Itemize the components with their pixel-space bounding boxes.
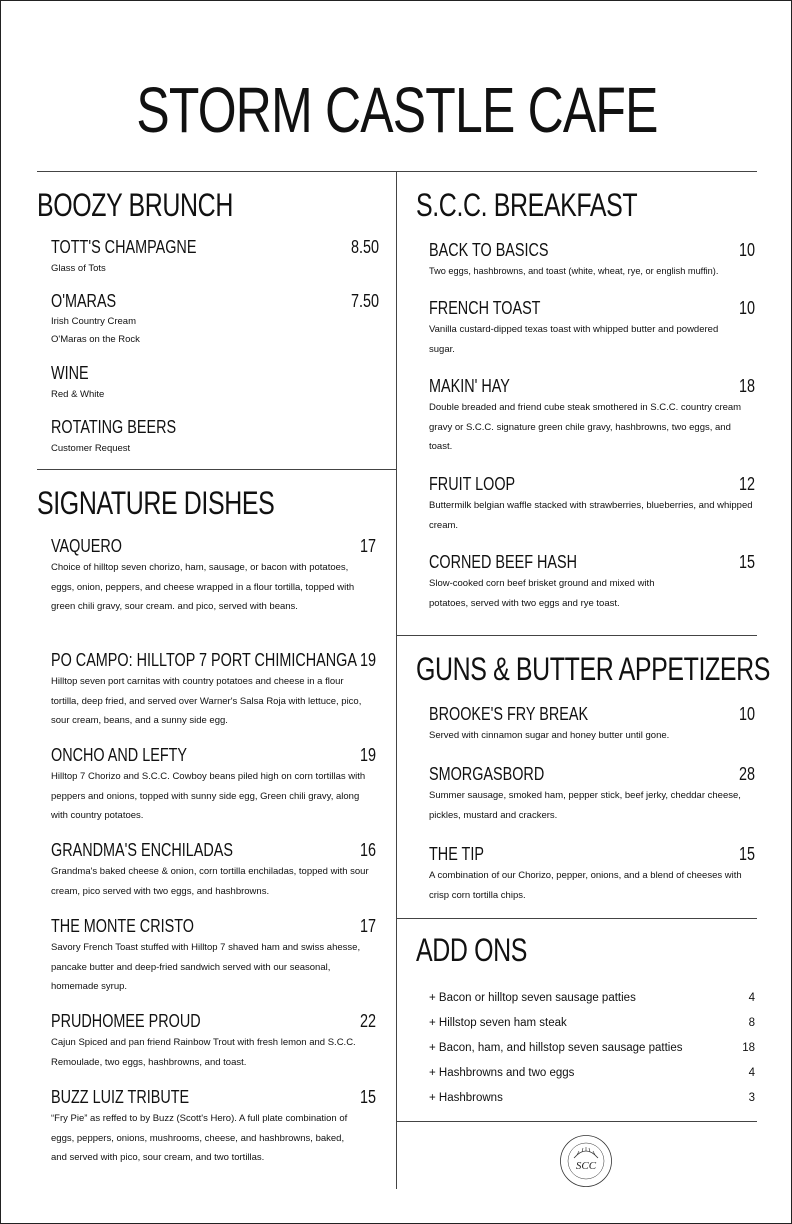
- item-description: Two eggs, hashbrowns, and toast (white, wheat, rye, or english muffin).: [429, 266, 719, 276]
- item-name: THE MONTE CRISTO: [51, 916, 194, 936]
- add-on-label: + Bacon or hilltop seven sausage patties: [429, 992, 636, 1004]
- item-price: 18: [738, 376, 755, 396]
- item-name: MAKIN' HAY: [429, 376, 510, 396]
- item-price: 22: [359, 1011, 376, 1031]
- item-description: Hilltop seven port carnitas with country potatoes and cheese in a flour tortilla, deep fried, and served over Warner's Salsa Roja with lettuce, pico, sour cream, beans, and a sunny side egg.: [51, 676, 362, 726]
- divider-right-3: [397, 1121, 757, 1122]
- add-on-label: + Hashbrowns and two eggs: [429, 1067, 575, 1079]
- item-price: 15: [359, 1087, 376, 1107]
- add-on-price: 3: [748, 1092, 755, 1104]
- add-on-price: 4: [748, 1067, 755, 1079]
- item-price: 15: [738, 552, 755, 572]
- add-on-row: [429, 992, 755, 1008]
- item-price: 10: [738, 298, 755, 318]
- add-ons-title: ADD ONS: [416, 932, 527, 968]
- item-description: Buttermilk belgian waffle stacked with strawberries, blueberries, and whipped cream.: [429, 500, 753, 531]
- add-on-label: + Hillstop seven ham steak: [429, 1017, 567, 1029]
- add-on-row: [429, 1067, 755, 1083]
- item-name: WINE: [51, 363, 89, 383]
- item-name: TOTT'S CHAMPAGNE: [51, 237, 197, 257]
- header-divider: [37, 171, 757, 172]
- signature-dishes-title: SIGNATURE DISHES: [37, 485, 275, 521]
- divider-left-1: [37, 469, 396, 470]
- storm-castle-cafe-logo: [559, 1134, 613, 1188]
- divider-right-2: [397, 918, 757, 919]
- item-price: 10: [738, 240, 755, 260]
- item-name: O'MARAS: [51, 291, 117, 311]
- item-price: 15: [738, 844, 755, 864]
- item-description: Grandma's baked cheese & onion, corn tortilla enchiladas, topped with sour cream, pico served with two eggs, and hashbrowns.: [51, 866, 369, 897]
- item-description: A combination of our Chorizo, pepper, onions, and a blend of cheeses with crisp corn tortilla chips.: [429, 870, 742, 901]
- item-description: Vanilla custard-dipped texas toast with whipped butter and powdered sugar.: [429, 324, 719, 355]
- item-price: 8.50: [350, 237, 379, 257]
- item-name: ONCHO AND LEFTY: [51, 745, 188, 765]
- item-description: Red & White: [51, 389, 105, 400]
- item-name: PRUDHOMEE PROUD: [51, 1011, 201, 1031]
- add-on-price: 18: [742, 1042, 755, 1054]
- item-name: BUZZ LUIZ TRIBUTE: [51, 1087, 190, 1107]
- item-price: 19: [359, 745, 376, 765]
- add-on-row: [429, 1017, 755, 1033]
- item-description: Hilltop 7 Chorizo and S.C.C. Cowboy beans piled high on corn tortillas with peppers and onions, topped with sunny side egg, Green chili gravy, along with country potatoes.: [51, 771, 366, 821]
- item-description: Choice of hilltop seven chorizo, ham, sausage, or bacon with potatoes, eggs, onion, peppers, and cheese wrapped in a flour tortilla, topped with green chili gravy, sour cream. and pico, served with beans.: [51, 562, 355, 612]
- column-divider: [396, 171, 397, 1189]
- item-name: PO CAMPO: HILLTOP 7 PORT CHIMICHANGA: [51, 650, 357, 670]
- item-description: Cajun Spiced and pan friend Rainbow Trout with fresh lemon and S.C.C. Remoulade, two eggs, hashbrowns, and toast.: [51, 1037, 356, 1068]
- item-price: 10: [738, 704, 755, 724]
- item-description: “Fry Pie” as reffed to by Buzz (Scott's Hero). A full plate combination of eggs, peppers, onions, mushrooms, cheese, and hashbrowns, baked, and served with pico, sour cream, and two tortillas.: [51, 1113, 348, 1163]
- item-price: 7.50: [350, 291, 379, 311]
- breakfast-title: S.C.C. BREAKFAST: [416, 187, 638, 223]
- divider-right-1: [397, 635, 757, 636]
- item-price: 17: [359, 916, 376, 936]
- add-on-label: + Bacon, ham, and hillstop seven sausage patties: [429, 1042, 683, 1054]
- item-price: 17: [359, 536, 376, 556]
- item-price: 19: [359, 650, 376, 670]
- add-on-price: 8: [748, 1017, 755, 1029]
- item-description: Slow-cooked corn beef brisket ground and mixed with potatoes, served with two eggs and rye toast.: [429, 578, 655, 609]
- item-description: Glass of Tots: [51, 263, 106, 274]
- item-name: BACK TO BASICS: [429, 240, 549, 260]
- item-description: Customer Request: [51, 443, 131, 454]
- item-name: THE TIP: [429, 844, 484, 864]
- item-name: FRUIT LOOP: [429, 474, 516, 494]
- item-price: 12: [738, 474, 755, 494]
- item-price: 28: [738, 764, 755, 784]
- item-name: VAQUERO: [51, 536, 122, 556]
- item-description: Irish Country Cream O'Maras on the Rock: [51, 316, 140, 345]
- item-description: Double breaded and friend cube steak smothered in S.C.C. country cream gravy or S.C.C. signature green chile gravy, hashbrowns, two eggs, and toast.: [429, 402, 742, 452]
- item-name: CORNED BEEF HASH: [429, 552, 578, 572]
- item-name: ROTATING BEERS: [51, 417, 177, 437]
- appetizers-title: GUNS & BUTTER APPETIZERS: [416, 651, 771, 687]
- add-on-row: [429, 1042, 755, 1058]
- item-description: Served with cinnamon sugar and honey butter until gone.: [429, 730, 670, 741]
- page-title: STORM CASTLE CAFE: [136, 74, 658, 146]
- logo-initials: SCC: [575, 1160, 597, 1172]
- item-description: Summer sausage, smoked ham, pepper stick, beef jerky, cheddar cheese, pickles, mustard and crackers.: [429, 790, 741, 821]
- add-on-price: 4: [748, 992, 755, 1004]
- item-name: SMORGASBORD: [429, 764, 545, 784]
- item-price: 16: [359, 840, 376, 860]
- add-on-row: [429, 1092, 755, 1108]
- item-name: FRENCH TOAST: [429, 298, 541, 318]
- item-description: Savory French Toast stuffed with Hilltop 7 shaved ham and swiss ahesse, pancake butter and deep-fried sandwich served with our seasonal, homemade syrup.: [51, 942, 361, 992]
- item-name: GRANDMA'S ENCHILADAS: [51, 840, 233, 860]
- add-on-label: + Hashbrowns: [429, 1092, 503, 1104]
- item-name: BROOKE'S FRY BREAK: [429, 704, 589, 724]
- boozy-brunch-title: BOOZY BRUNCH: [37, 187, 233, 223]
